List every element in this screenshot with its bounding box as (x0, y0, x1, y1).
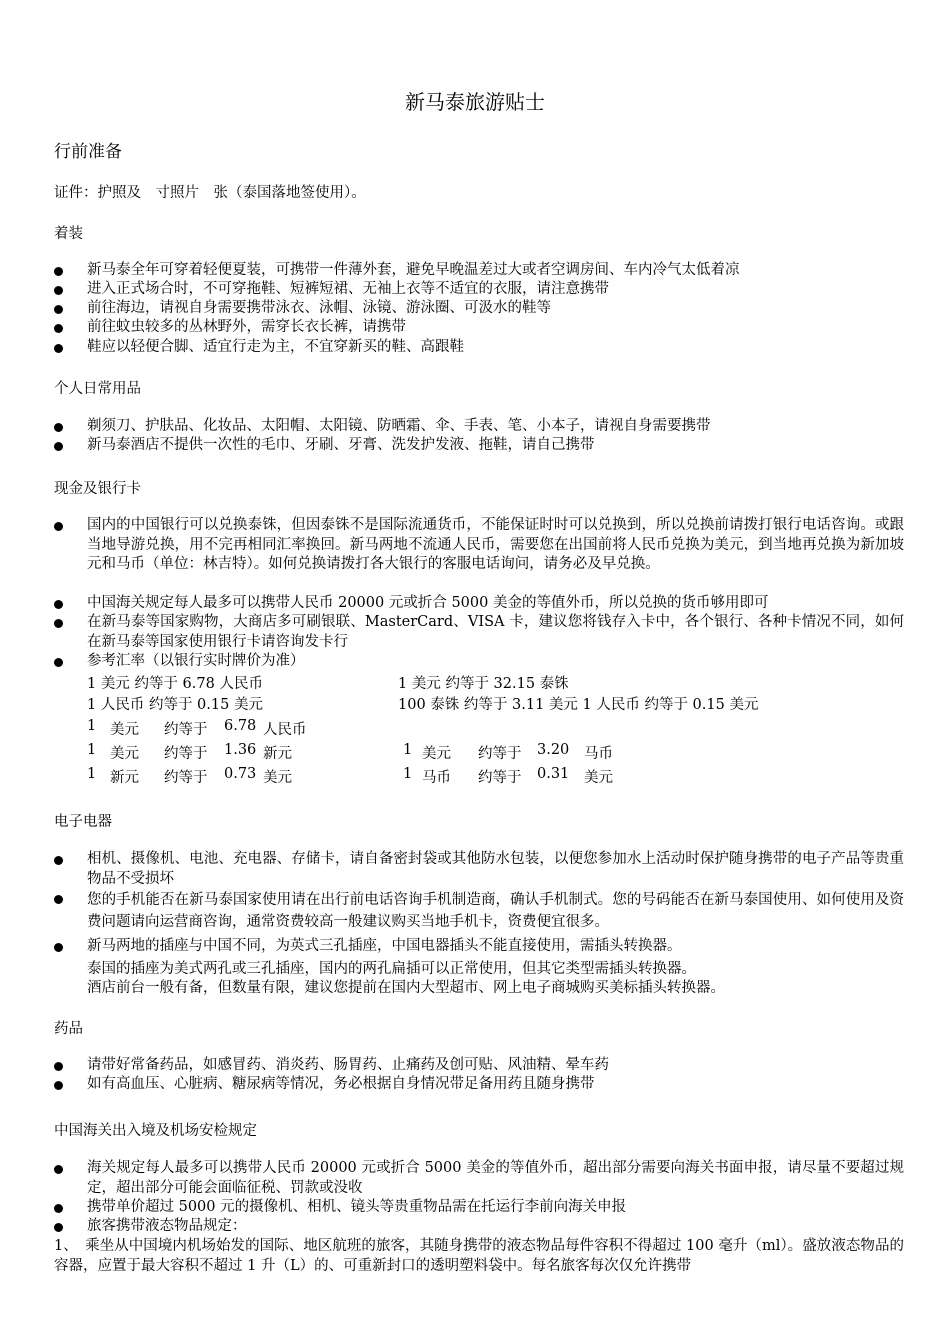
list-item: 如有高血压、心脏病、糖尿病等情况，务必根据自身情况带足备用药且随身携带 (54, 1075, 904, 1095)
list-item: 进入正式场合时，不可穿拖鞋、短裤短裙、无袖上衣等不适宜的衣服，请注意携带 (54, 280, 904, 300)
clothing-heading: 着装 (54, 226, 83, 242)
bullet-icon (54, 895, 63, 904)
list-item: 剃须刀、护肤品、化妆品、太阳帽、太阳镜、防晒霜、伞、手表、笔、小本子，请视自身需要携带 (54, 417, 904, 437)
customs-heading: 中国海关出入境及机场安检规定 (54, 1123, 257, 1139)
bullet-icon (54, 856, 63, 865)
rate-cell: 0.73 (224, 766, 257, 782)
list-item: 在新马泰等国家购物，大商店多可刷银联、MasterCard、VISA 卡，建议您将钱存入卡中，各个银行、各种卡情况不同，如何在新马泰等国家使用银行卡请咨询发卡行 (54, 613, 904, 652)
rate-cell: 1 (87, 718, 97, 734)
page-title: 新马泰旅游贴士 (405, 90, 545, 114)
rate-cell: 美元 (422, 746, 451, 762)
bullet-icon (54, 600, 63, 609)
list-item: 中国海关规定每人最多可以携带人民币 20000 元或折合 5000 美金的等值外币，所以兑换的货币够用即可 (54, 594, 904, 614)
list-item: 海关规定每人最多可以携带人民币 20000 元或折合 5000 美金的等值外币，超出部分需要向海关书面申报，请尽量不要超过规定，超出部分可能会面临征税、罚款或没收 (54, 1159, 904, 1198)
rate-cell: 3.20 (537, 742, 570, 758)
rate-cell: 美元 (584, 770, 613, 786)
bullet-icon (54, 442, 63, 451)
electronics-extra-line: 酒店前台一般有备，但数量有限，建议您提前在国内大型超市、网上电子商城购买美标插头转换器。 (87, 980, 725, 996)
rate-cell: 1 (87, 766, 97, 782)
bullet-icon (54, 324, 63, 333)
rate-cell: 1 (87, 742, 97, 758)
bullet-icon (54, 305, 63, 314)
list-item: 参考汇率（以银行实时牌价为准） (54, 652, 904, 672)
list-item: 携带单价超过 5000 元的摄像机、相机、镜头等贵重物品需在托运行李前向海关申报 (54, 1198, 904, 1218)
list-item: 请带好常备药品，如感冒药、消炎药、肠胃药、止痛药及创可贴、风油精、晕车药 (54, 1056, 904, 1076)
list-item: 新马泰酒店不提供一次性的毛巾、牙刷、牙膏、洗发护发液、拖鞋，请自己携带 (54, 436, 904, 456)
list-item: 新马两地的插座与中国不同，为英式三孔插座，中国电器插头不能直接使用，需插头转换器。 (54, 937, 904, 957)
rate-cell: 1 (403, 742, 413, 758)
rate-cell: 约等于 (164, 722, 208, 738)
bullet-icon (54, 1204, 63, 1213)
rate-cell: 1 (403, 766, 413, 782)
cash-heading: 现金及银行卡 (54, 481, 141, 497)
rate-cell: 约等于 (478, 746, 522, 762)
bullet-icon (54, 943, 63, 952)
rate-cell: 马币 (584, 746, 613, 762)
rate-cell: 1.36 (224, 742, 257, 758)
bullet-icon (54, 522, 63, 531)
list-item: 旅客携带液态物品规定： (54, 1217, 904, 1237)
rate-cell: 美元 (110, 722, 139, 738)
section-heading-preparation: 行前准备 (54, 142, 122, 162)
list-item: 鞋应以轻便合脚、适宜行走为主，不宜穿新买的鞋、高跟鞋 (54, 338, 904, 358)
rate-cell: 美元 (110, 746, 139, 762)
rate-cell: 0.31 (537, 766, 570, 782)
bullet-icon (54, 1223, 63, 1232)
bullet-icon (54, 344, 63, 353)
documents-label: 证件： (54, 185, 98, 201)
rate-cell: 新元 (263, 746, 292, 762)
rate-text: 1 美元 约等于 32.15 泰铢 (398, 676, 569, 692)
bullet-icon (54, 267, 63, 276)
list-item: 前往海边，请视自身需要携带泳衣、泳帽、泳镜、游泳圈、可汲水的鞋等 (54, 299, 904, 319)
bullet-icon (54, 423, 63, 432)
rate-text: 100 泰铢 约等于 3.11 美元 1 人民币 约等于 0.15 美元 (398, 697, 759, 713)
bullet-icon (54, 658, 63, 667)
electronics-heading: 电子电器 (54, 814, 112, 830)
documents-line (54, 181, 366, 202)
bullet-icon (54, 619, 63, 628)
list-item: 新马泰全年可穿着轻便夏装，可携带一件薄外套，避免早晚温差过大或者空调房间、车内冷气太低着凉 (54, 261, 904, 281)
rate-cell: 约等于 (164, 770, 208, 786)
list-item: 国内的中国银行可以兑换泰铢，但因泰铢不是国际流通货币，不能保证时时可以兑换到，所以兑换前请拨打银行电话咨询。或跟当地导游兑换，用不完再相同汇率换回。新马两地不流通人民币，需要您在出国前将人民币兑换为美元，到当地再兑换为新加坡元和马币（单位：林吉特）。如何兑换请拨打各大银行的客服电话询问，请务必及早兑换。 (54, 516, 904, 575)
rate-cell: 6.78 (224, 718, 257, 734)
rate-cell: 马币 (422, 770, 451, 786)
daily-heading: 个人日常用品 (54, 381, 141, 397)
documents-text: 护照及 寸照片 张（泰国落地签使用）。 (97, 185, 366, 201)
bullet-icon (54, 1081, 63, 1090)
bullet-icon (54, 286, 63, 295)
rate-cell: 约等于 (478, 770, 522, 786)
rate-cell: 约等于 (164, 746, 208, 762)
customs-paragraph: 1、 乘坐从中国境内机场始发的国际、地区航班的旅客，其随身携带的液态物品每件容积不得超过 100 毫升（ml）。盛放液态物品的容器，应置于最大容积不超过 1 升（L）的、可重新封口的透明塑料袋中。每名旅客每次仅允许携带 (54, 1238, 904, 1274)
rate-cell: 美元 (263, 770, 292, 786)
rate-cell: 人民币 (263, 722, 307, 738)
rate-cell: 新元 (110, 770, 139, 786)
bullet-icon (54, 1165, 63, 1174)
list-item: 相机、摄像机、电池、充电器、存储卡，请自备密封袋或其他防水包装，以便您参加水上活动时保护随身携带的电子产品等贵重物品不受损坏 (54, 850, 904, 889)
medicine-heading: 药品 (54, 1021, 83, 1037)
bullet-icon (54, 1062, 63, 1071)
rate-text: 1 人民币 约等于 0.15 美元 (87, 697, 263, 713)
electronics-extra-line: 泰国的插座为美式两孔或三孔插座，国内的两孔扁插可以正常使用，但其它类型需插头转换器。 (87, 961, 696, 977)
rate-text: 1 美元 约等于 6.78 人民币 (87, 676, 263, 692)
list-item: 前往蚊虫较多的丛林野外，需穿长衣长裤，请携带 (54, 318, 904, 338)
list-item: 您的手机能否在新马泰国家使用请在出行前电话咨询手机制造商，确认手机制式。您的号码能否在新马泰国使用、如何使用及资费问题请向运营商咨询，通常资费较高一般建议购买当地手机卡，资费便宜很多。 (54, 889, 904, 933)
